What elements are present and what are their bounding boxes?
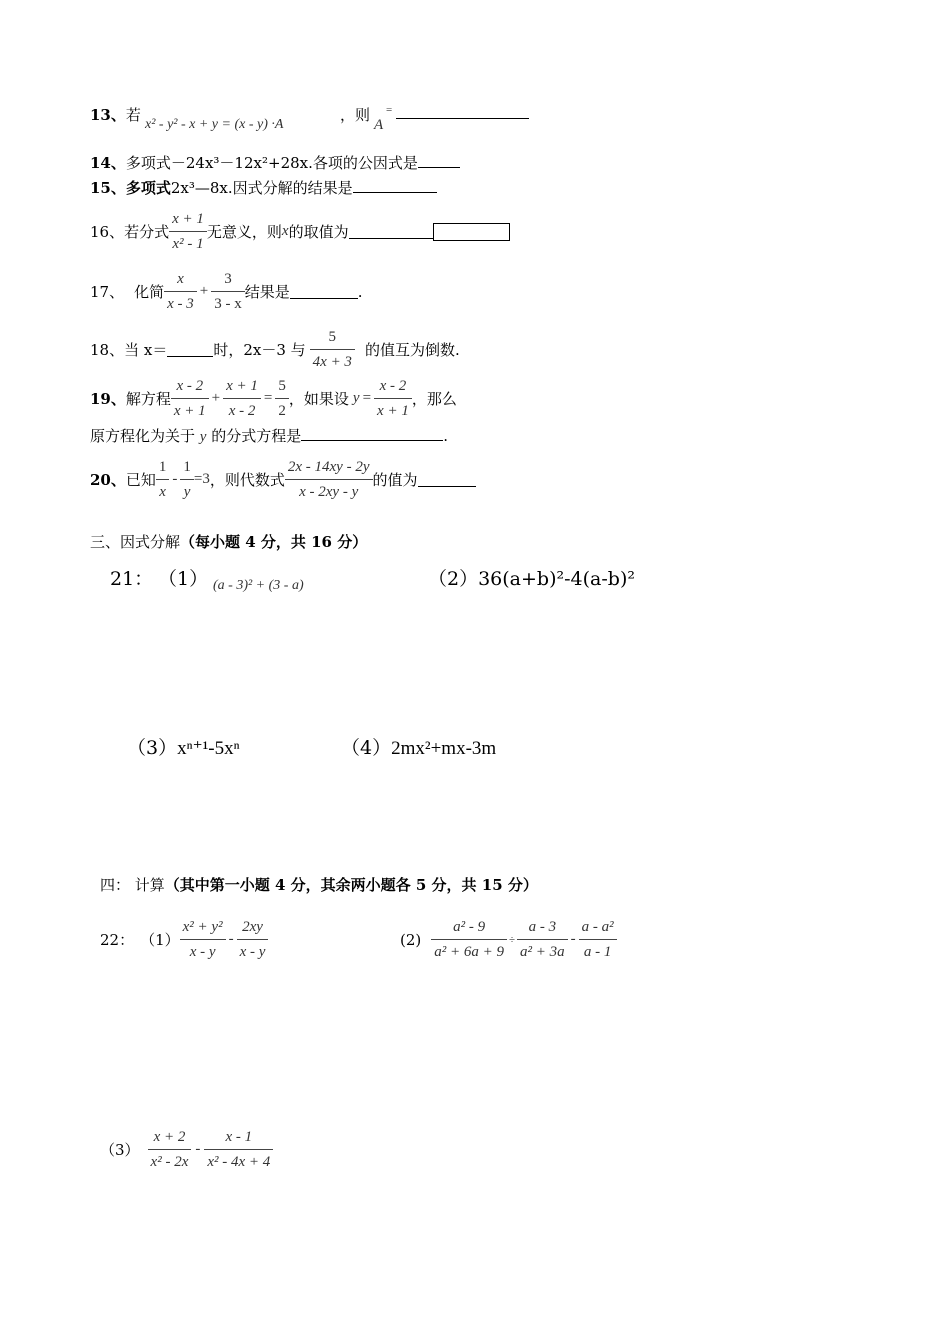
q22-part-1 [100, 918, 268, 961]
q20-fraction-2 [180, 458, 194, 501]
q22-p2-f1-denominator: a² + 6a + 9 [434, 944, 504, 960]
section-4-note: （其中第一小题 4 分，其余两小题各 5 分，共 15 分） [164, 876, 538, 894]
q21-part-4-expression: 2mx²+mx-3m [391, 738, 497, 759]
q17-answer-blank[interactable] [290, 284, 358, 299]
q16-variable: x [281, 223, 289, 239]
q22-part-2 [400, 918, 617, 961]
q22-p2-fraction-1 [431, 918, 507, 961]
q22-p1-fraction-2 [237, 918, 269, 961]
q20-pre: 已知 [125, 471, 156, 489]
q22-p1-fraction-1 [180, 918, 226, 961]
q19-answer-blank[interactable] [301, 426, 443, 441]
question-20 [90, 458, 476, 501]
q22-p1-f2-numerator: 2xy [237, 918, 269, 940]
q22-p1-minus: - [228, 931, 234, 947]
q16-post: 无意义，则 [206, 223, 282, 241]
q19-f3-numerator: 5 [275, 377, 289, 399]
q22-p2-f1-numerator: a² - 9 [431, 918, 507, 940]
q17-number: 17、 [90, 283, 125, 301]
q22-p2-f2-numerator: a - 3 [517, 918, 568, 940]
q22-part-1-label: （1） [140, 931, 180, 949]
q18-fraction [310, 328, 355, 371]
q18-pre: 当 x＝ [124, 341, 168, 359]
q13-answer-blank[interactable] [396, 104, 529, 119]
q20-f1-numerator: 1 [156, 458, 170, 480]
q22-p2-minus: - [570, 931, 576, 947]
q22-p2-fraction-2 [517, 918, 568, 961]
q22-p3-f1-denominator: x² - 2x [150, 1154, 189, 1170]
q19-y: y [352, 390, 360, 406]
section-4-heading [100, 874, 538, 895]
question-13 [90, 104, 141, 125]
q18-frac-denominator: 4x + 3 [312, 354, 352, 370]
q21-part-1-expression: (a - 3)² + (3 - a) [213, 578, 304, 593]
q19-pre: 解方程 [125, 390, 171, 408]
q19-line2-pre: 原方程化为关于 [90, 427, 196, 445]
q19-mid: ，如果设 [288, 390, 349, 408]
q17-f2-denominator: 3 - x [214, 296, 242, 312]
q17-fraction-1 [164, 270, 197, 313]
q17-plus: + [199, 283, 209, 299]
q17-f1-numerator: x [164, 270, 197, 292]
q19-fraction-3 [275, 377, 289, 420]
q13-expression: x² - y² - x + y = (x - y) ·A [145, 117, 284, 132]
q21-part-1-label: （1） [158, 568, 209, 590]
q16-frac-numerator: x + 1 [169, 210, 207, 232]
q18-mid: 时，2x－3 与 [213, 341, 306, 359]
section-3-title: 三、因式分解 [90, 533, 181, 551]
q17-fraction-2 [211, 270, 245, 313]
q17-pre: 化简 [134, 283, 165, 301]
q15-text: 2x³—8x.因式分解的结果是 [170, 179, 353, 197]
q19-fraction-2 [223, 377, 261, 420]
q22-p3-fraction-1 [148, 1128, 192, 1171]
q22-p3-f2-numerator: x - 1 [204, 1128, 273, 1150]
q13-A: A [374, 117, 384, 133]
q19-fraction-4 [374, 377, 412, 420]
q22-number: 22： [100, 931, 135, 949]
q20-mid: ，则代数式 [209, 471, 285, 489]
q19-f3-denominator: 2 [278, 403, 286, 419]
question-15 [90, 177, 437, 198]
q21-part-3 [127, 733, 240, 760]
q22-p2-divide: ÷ [509, 933, 516, 946]
q22-p2-fraction-3 [579, 918, 617, 961]
q22-p2-f3-denominator: a - 1 [583, 944, 612, 960]
q22-p3-f1-numerator: x + 2 [148, 1128, 192, 1150]
q19-equals: = [263, 390, 273, 406]
q20-f3-denominator: x - 2xy - y [299, 484, 359, 500]
q22-p3-minus: - [195, 1141, 201, 1157]
q19-f1-denominator: x + 1 [173, 403, 206, 419]
q21-number: 21： [110, 568, 154, 590]
q14-answer-blank[interactable] [418, 153, 460, 168]
question-17 [90, 270, 363, 313]
q18-answer-blank[interactable] [167, 342, 213, 357]
q21-part-3-label: （3） [127, 737, 178, 759]
q19-f4-numerator: x - 2 [374, 377, 412, 399]
q16-frac-denominator: x² - 1 [172, 236, 204, 252]
q22-p2-f3-numerator: a - a² [579, 918, 617, 940]
q19-equals-2: = [362, 390, 372, 406]
q21-part-4 [341, 733, 496, 760]
q20-f1-denominator: x [159, 484, 166, 500]
q21-part-3-expression: xⁿ⁺¹-5xⁿ [177, 738, 240, 759]
q20-f3-numerator: 2x - 14xy - 2y [285, 458, 373, 480]
q22-p3-fraction-2 [204, 1128, 273, 1171]
q22-p1-f1-denominator: x - y [189, 944, 216, 960]
q18-number: 18、 [90, 341, 125, 359]
section-4-title: 四： 计算 [100, 876, 165, 894]
q16-post2: 的取值为 [288, 223, 349, 241]
section-3-note: （每小题 4 分，共 16 分） [180, 533, 368, 551]
q20-answer-blank[interactable] [418, 472, 476, 487]
q20-fraction-3 [285, 458, 373, 501]
q15-number: 15、多项式 [90, 179, 171, 197]
q16-answer-box[interactable] [433, 223, 510, 241]
q20-post: 的值为 [372, 471, 418, 489]
question-19 [90, 377, 457, 420]
q20-f2-numerator: 1 [180, 458, 194, 480]
q16-number: 16、 [90, 223, 125, 241]
q19-f2-denominator: x - 2 [228, 403, 256, 419]
q16-answer-blank[interactable] [349, 224, 433, 239]
q13-then: ，则 [340, 106, 371, 124]
q20-f2-denominator: y [183, 484, 191, 500]
question-14 [90, 152, 460, 173]
q17-post: 结果是 [244, 283, 290, 301]
q15-answer-blank[interactable] [353, 178, 437, 193]
q19-post: ，那么 [411, 390, 457, 408]
section-3-heading [90, 531, 367, 552]
q22-p1-f2-denominator: x - y [239, 944, 266, 960]
q22-p3-f2-denominator: x² - 4x + 4 [207, 1154, 271, 1170]
q22-p2-f2-denominator: a² + 3a [520, 944, 565, 960]
q14-number: 14、 [90, 154, 126, 172]
q19-plus: + [211, 390, 221, 406]
q13-equals: = [386, 104, 393, 116]
q20-equals: =3 [193, 471, 210, 487]
q13-if: 若 [125, 106, 141, 124]
q19-f1-numerator: x - 2 [171, 377, 209, 399]
q17-f2-numerator: 3 [211, 270, 245, 292]
q16-fraction [169, 210, 207, 253]
q22-part-2-label: (2) [400, 930, 422, 949]
q18-post: 的值互为倒数. [364, 341, 460, 359]
q22-p1-f1-numerator: x² + y² [180, 918, 226, 940]
q17-f1-denominator: x - 3 [167, 296, 194, 312]
question-18 [90, 328, 460, 371]
q17-end: . [357, 282, 363, 301]
q19-line2-var: y [199, 429, 207, 445]
q21-part-4-label: （4） [341, 737, 392, 759]
q20-fraction-1 [156, 458, 170, 501]
q22-part-3 [100, 1128, 273, 1171]
q20-number: 20、 [90, 471, 126, 489]
q22-part-3-label: （3） [100, 1141, 140, 1159]
q19-fraction-1 [171, 377, 209, 420]
q19-line2-post: 的分式方程是 [211, 427, 302, 445]
q16-pre: 若分式 [124, 223, 170, 241]
q19-f2-numerator: x + 1 [223, 377, 261, 399]
q19-number: 19、 [90, 390, 126, 408]
question-16 [90, 210, 510, 253]
q13-number: 13、 [90, 106, 126, 124]
q14-text: 多项式－24x³－12x²+28x.各项的公因式是 [125, 154, 418, 172]
q18-frac-numerator: 5 [310, 328, 355, 350]
q20-minus: - [172, 471, 178, 487]
q21-part-2: （2）36(a+b)²-4(a-b)² [428, 568, 635, 590]
q19-f4-denominator: x + 1 [377, 403, 409, 419]
q19-end: . [443, 427, 449, 445]
question-19-line-2 [90, 425, 448, 446]
